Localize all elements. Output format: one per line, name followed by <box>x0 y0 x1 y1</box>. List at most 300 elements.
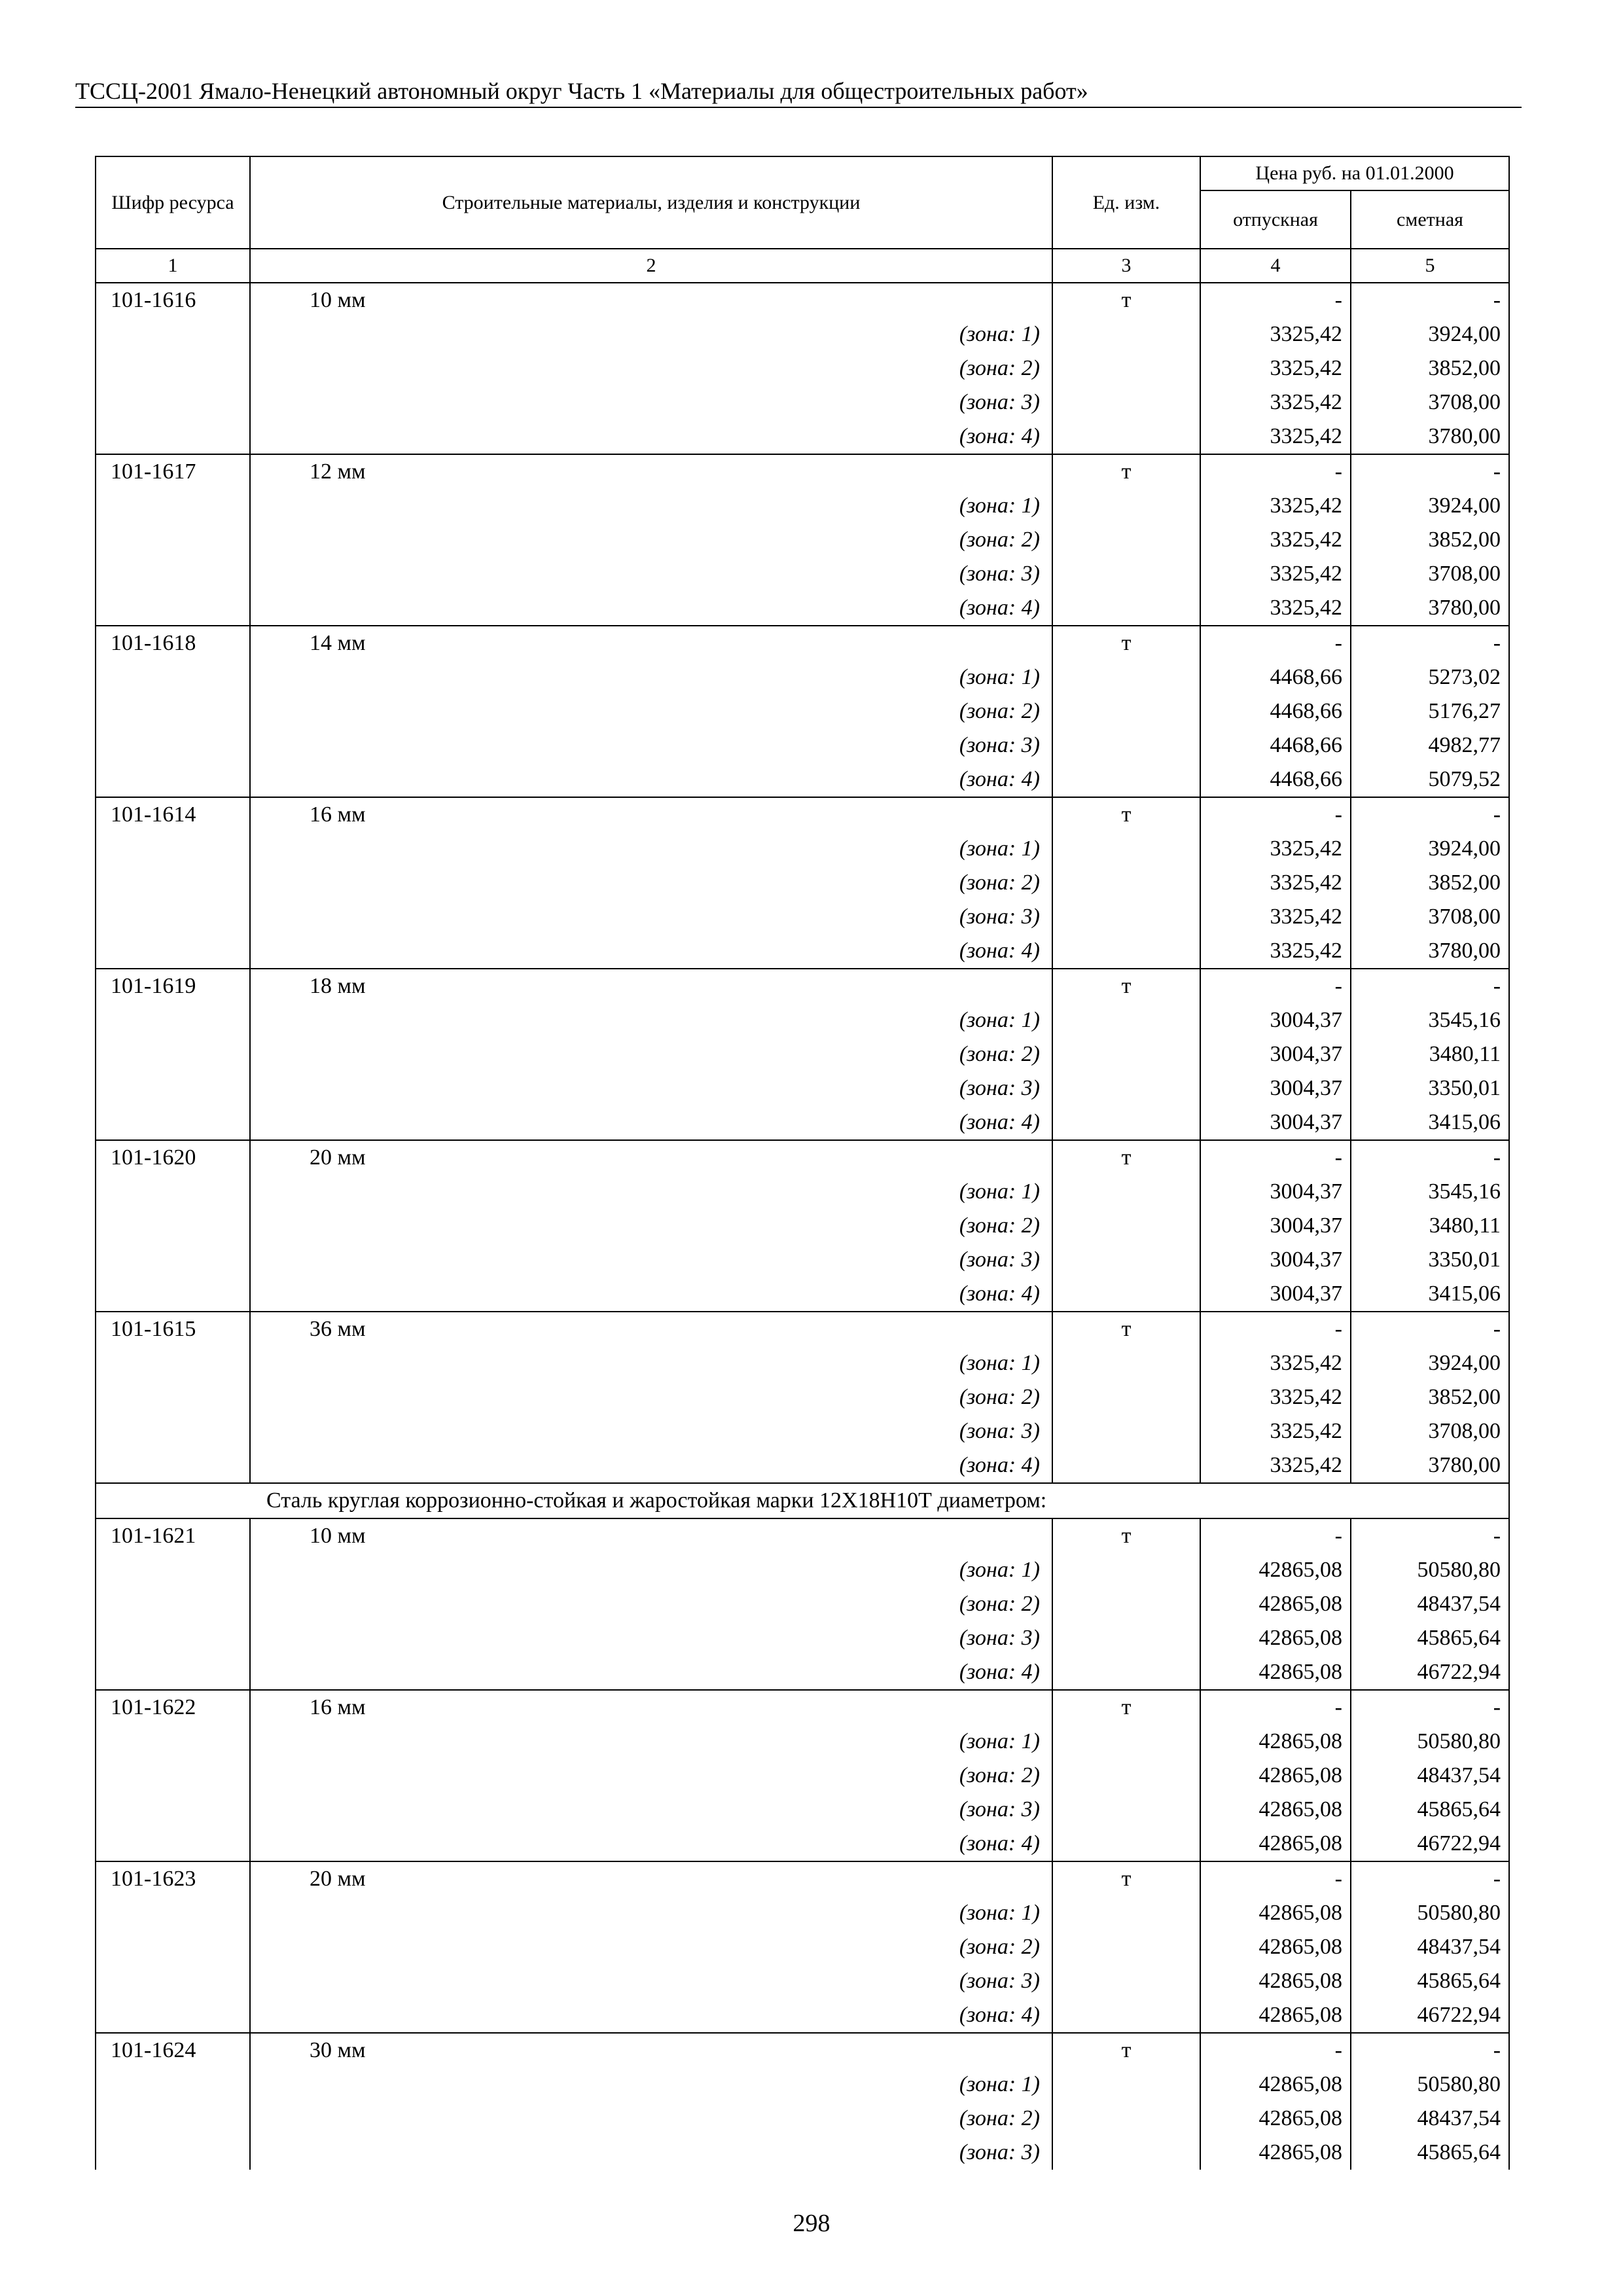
empty-cell <box>1052 1209 1200 1243</box>
zone-row <box>96 1175 1509 1209</box>
release-price: 3325,42 <box>1200 351 1351 386</box>
empty-cell <box>96 523 250 557</box>
zone-row <box>96 1277 1509 1312</box>
empty-cell <box>96 1793 250 1827</box>
zone-label: (зона: 4) <box>250 1827 1052 1861</box>
empty-cell <box>96 2068 250 2102</box>
estimate-price: 5079,52 <box>1351 762 1509 797</box>
empty-cell <box>96 1448 250 1483</box>
estimate-price: 45865,64 <box>1351 1621 1509 1655</box>
empty-cell <box>1052 1964 1200 1998</box>
zone-row <box>96 1793 1509 1827</box>
empty-cell <box>96 489 250 523</box>
empty-cell <box>1052 557 1200 591</box>
zone-label: (зона: 4) <box>250 591 1052 626</box>
estimate-price: 3924,00 <box>1351 832 1509 866</box>
estimate-price: 48437,54 <box>1351 1930 1509 1964</box>
table-row <box>96 1312 1509 1346</box>
empty-cell <box>1052 1037 1200 1071</box>
empty-cell <box>96 1003 250 1037</box>
unit-cell: т <box>1052 1861 1200 1896</box>
estimate-price: - <box>1351 797 1509 832</box>
estimate-price: 3780,00 <box>1351 420 1509 454</box>
estimate-price: 3708,00 <box>1351 1414 1509 1448</box>
empty-cell <box>96 1105 250 1140</box>
release-price: - <box>1200 969 1351 1003</box>
empty-cell <box>1052 523 1200 557</box>
empty-cell <box>1052 1105 1200 1140</box>
empty-cell <box>96 1896 250 1930</box>
release-price: - <box>1200 2033 1351 2068</box>
zone-label: (зона: 1) <box>250 1346 1052 1380</box>
empty-cell <box>1052 660 1200 694</box>
estimate-price: - <box>1351 626 1509 660</box>
empty-cell <box>1052 489 1200 523</box>
empty-cell <box>96 557 250 591</box>
empty-cell <box>96 1380 250 1414</box>
release-price: - <box>1200 1312 1351 1346</box>
zone-row <box>96 489 1509 523</box>
empty-cell <box>96 1071 250 1105</box>
zone-label: (зона: 2) <box>250 1380 1052 1414</box>
release-price: 4468,66 <box>1200 694 1351 728</box>
zone-row <box>96 1209 1509 1243</box>
zone-label: (зона: 1) <box>250 1003 1052 1037</box>
empty-cell <box>96 1827 250 1861</box>
empty-cell <box>96 317 250 351</box>
empty-cell <box>96 351 250 386</box>
zone-row <box>96 523 1509 557</box>
estimate-price: 3708,00 <box>1351 386 1509 420</box>
estimate-price: 4982,77 <box>1351 728 1509 762</box>
release-price: 3325,42 <box>1200 420 1351 454</box>
unit-cell: т <box>1052 969 1200 1003</box>
empty-cell <box>1052 1621 1200 1655</box>
zone-label: (зона: 2) <box>250 2102 1052 2136</box>
unit-cell: т <box>1052 1518 1200 1553</box>
estimate-price: 3480,11 <box>1351 1037 1509 1071</box>
zone-row <box>96 1414 1509 1448</box>
col-header-estimate: сметная <box>1351 190 1509 249</box>
zone-row <box>96 1071 1509 1105</box>
release-price: 3004,37 <box>1200 1071 1351 1105</box>
empty-cell <box>1052 1553 1200 1587</box>
release-price: 3325,42 <box>1200 591 1351 626</box>
release-price: 42865,08 <box>1200 1553 1351 1587</box>
col-header-release: отпускная <box>1200 190 1351 249</box>
release-price: 42865,08 <box>1200 1930 1351 1964</box>
estimate-price: 46722,94 <box>1351 1998 1509 2033</box>
release-price: 3325,42 <box>1200 832 1351 866</box>
release-price: - <box>1200 454 1351 489</box>
empty-cell <box>1052 1175 1200 1209</box>
col-header-unit: Ед. изм. <box>1052 156 1200 249</box>
release-price: 3004,37 <box>1200 1003 1351 1037</box>
zone-label: (зона: 4) <box>250 420 1052 454</box>
unit-cell: т <box>1052 626 1200 660</box>
zone-row <box>96 1759 1509 1793</box>
empty-cell <box>96 934 250 969</box>
empty-cell <box>96 1346 250 1380</box>
zone-label: (зона: 3) <box>250 1793 1052 1827</box>
estimate-price: - <box>1351 1690 1509 1725</box>
resource-code: 101-1615 <box>96 1312 250 1346</box>
section-spacer <box>96 1483 250 1518</box>
empty-cell <box>96 1414 250 1448</box>
release-price: 3325,42 <box>1200 1448 1351 1483</box>
empty-cell <box>1052 1827 1200 1861</box>
zone-label: (зона: 2) <box>250 1587 1052 1621</box>
table-row <box>96 454 1509 489</box>
resource-code: 101-1621 <box>96 1518 250 1553</box>
estimate-price: 3924,00 <box>1351 489 1509 523</box>
estimate-price: - <box>1351 2033 1509 2068</box>
estimate-price: 3780,00 <box>1351 1448 1509 1483</box>
release-price: - <box>1200 283 1351 317</box>
zone-row <box>96 728 1509 762</box>
estimate-price: 45865,64 <box>1351 1964 1509 1998</box>
empty-cell <box>1052 1277 1200 1312</box>
empty-cell <box>96 694 250 728</box>
zone-label: (зона: 1) <box>250 1896 1052 1930</box>
release-price: 42865,08 <box>1200 2102 1351 2136</box>
zone-label: (зона: 3) <box>250 900 1052 934</box>
col-number: 3 <box>1052 249 1200 283</box>
zone-row <box>96 832 1509 866</box>
material-name: 20 мм <box>250 1861 1052 1896</box>
release-price: 3325,42 <box>1200 1346 1351 1380</box>
material-name: 14 мм <box>250 626 1052 660</box>
release-price: 42865,08 <box>1200 1621 1351 1655</box>
zone-row <box>96 1003 1509 1037</box>
empty-cell <box>96 1243 250 1277</box>
table-row <box>96 2033 1509 2068</box>
release-price: 3325,42 <box>1200 1380 1351 1414</box>
estimate-price: 3852,00 <box>1351 351 1509 386</box>
estimate-price: 46722,94 <box>1351 1827 1509 1861</box>
col-number: 1 <box>96 249 250 283</box>
empty-cell <box>96 1759 250 1793</box>
estimate-price: - <box>1351 1312 1509 1346</box>
empty-cell <box>96 866 250 900</box>
col-number: 2 <box>250 249 1052 283</box>
material-name: 20 мм <box>250 1140 1052 1175</box>
release-price: 42865,08 <box>1200 1827 1351 1861</box>
empty-cell <box>96 1930 250 1964</box>
table-body <box>96 283 1509 2170</box>
zone-row <box>96 762 1509 797</box>
zone-label: (зона: 2) <box>250 1759 1052 1793</box>
release-price: 3325,42 <box>1200 934 1351 969</box>
material-name: 16 мм <box>250 797 1052 832</box>
empty-cell <box>1052 591 1200 626</box>
estimate-price: - <box>1351 1861 1509 1896</box>
release-price: 3004,37 <box>1200 1105 1351 1140</box>
empty-cell <box>1052 866 1200 900</box>
empty-cell <box>1052 2068 1200 2102</box>
empty-cell <box>1052 900 1200 934</box>
col-number: 5 <box>1351 249 1509 283</box>
estimate-price: - <box>1351 1140 1509 1175</box>
resource-code: 101-1618 <box>96 626 250 660</box>
estimate-price: 3545,16 <box>1351 1175 1509 1209</box>
estimate-price: - <box>1351 1518 1509 1553</box>
empty-cell <box>96 2136 250 2170</box>
release-price: 42865,08 <box>1200 1587 1351 1621</box>
zone-label: (зона: 2) <box>250 694 1052 728</box>
unit-cell: т <box>1052 1140 1200 1175</box>
zone-row <box>96 1896 1509 1930</box>
release-price: 3325,42 <box>1200 489 1351 523</box>
zone-row <box>96 2068 1509 2102</box>
empty-cell <box>1052 694 1200 728</box>
release-price: 42865,08 <box>1200 1896 1351 1930</box>
release-price: 42865,08 <box>1200 1655 1351 1690</box>
zone-label: (зона: 3) <box>250 2136 1052 2170</box>
zone-row <box>96 1346 1509 1380</box>
empty-cell <box>96 1621 250 1655</box>
zone-label: (зона: 4) <box>250 934 1052 969</box>
table-row <box>96 969 1509 1003</box>
zone-row <box>96 1998 1509 2033</box>
release-price: 42865,08 <box>1200 1759 1351 1793</box>
release-price: - <box>1200 1518 1351 1553</box>
empty-cell <box>96 1725 250 1759</box>
empty-cell <box>1052 934 1200 969</box>
release-price: 3325,42 <box>1200 900 1351 934</box>
zone-row <box>96 1448 1509 1483</box>
zone-row <box>96 1655 1509 1690</box>
release-price: 3325,42 <box>1200 523 1351 557</box>
estimate-price: 50580,80 <box>1351 1896 1509 1930</box>
estimate-price: 48437,54 <box>1351 2102 1509 2136</box>
table-row <box>96 797 1509 832</box>
empty-cell <box>1052 1380 1200 1414</box>
estimate-price: 3924,00 <box>1351 1346 1509 1380</box>
empty-cell <box>96 832 250 866</box>
zone-label: (зона: 4) <box>250 1998 1052 2033</box>
empty-cell <box>1052 1448 1200 1483</box>
zone-row <box>96 2102 1509 2136</box>
release-price: - <box>1200 1140 1351 1175</box>
zone-row <box>96 1553 1509 1587</box>
estimate-price: 46722,94 <box>1351 1655 1509 1690</box>
zone-label: (зона: 2) <box>250 1037 1052 1071</box>
estimate-price: - <box>1351 454 1509 489</box>
estimate-price: 5176,27 <box>1351 694 1509 728</box>
release-price: - <box>1200 797 1351 832</box>
zone-label: (зона: 4) <box>250 1105 1052 1140</box>
zone-row <box>96 660 1509 694</box>
zone-label: (зона: 1) <box>250 660 1052 694</box>
empty-cell <box>1052 1896 1200 1930</box>
release-price: 3004,37 <box>1200 1277 1351 1312</box>
page-number: 298 <box>793 2210 830 2237</box>
estimate-price: 3545,16 <box>1351 1003 1509 1037</box>
empty-cell <box>1052 2136 1200 2170</box>
estimate-price: 45865,64 <box>1351 1793 1509 1827</box>
zone-label: (зона: 4) <box>250 1448 1052 1483</box>
release-price: 3004,37 <box>1200 1243 1351 1277</box>
estimate-price: - <box>1351 969 1509 1003</box>
empty-cell <box>1052 1071 1200 1105</box>
estimate-price: 3852,00 <box>1351 523 1509 557</box>
resource-code: 101-1624 <box>96 2033 250 2068</box>
zone-row <box>96 2136 1509 2170</box>
empty-cell <box>96 420 250 454</box>
section-heading-row <box>96 1483 1509 1518</box>
zone-label: (зона: 3) <box>250 1621 1052 1655</box>
zone-row <box>96 386 1509 420</box>
zone-row <box>96 317 1509 351</box>
zone-label: (зона: 2) <box>250 866 1052 900</box>
empty-cell <box>96 386 250 420</box>
empty-cell <box>96 1175 250 1209</box>
zone-row <box>96 1037 1509 1071</box>
estimate-price: 50580,80 <box>1351 1553 1509 1587</box>
zone-row <box>96 420 1509 454</box>
table-row <box>96 1140 1509 1175</box>
empty-cell <box>96 728 250 762</box>
empty-cell <box>96 1277 250 1312</box>
unit-cell: т <box>1052 797 1200 832</box>
empty-cell <box>1052 762 1200 797</box>
estimate-price: 3350,01 <box>1351 1243 1509 1277</box>
unit-cell: т <box>1052 2033 1200 2068</box>
unit-cell: т <box>1052 1312 1200 1346</box>
zone-label: (зона: 3) <box>250 728 1052 762</box>
empty-cell <box>96 900 250 934</box>
empty-cell <box>96 762 250 797</box>
resource-code: 101-1614 <box>96 797 250 832</box>
estimate-price: 48437,54 <box>1351 1759 1509 1793</box>
empty-cell <box>1052 1346 1200 1380</box>
estimate-price: 50580,80 <box>1351 1725 1509 1759</box>
zone-row <box>96 1243 1509 1277</box>
empty-cell <box>1052 420 1200 454</box>
estimate-price: 3852,00 <box>1351 1380 1509 1414</box>
zone-label: (зона: 2) <box>250 351 1052 386</box>
estimate-price: 3350,01 <box>1351 1071 1509 1105</box>
zone-label: (зона: 3) <box>250 1964 1052 1998</box>
release-price: 4468,66 <box>1200 762 1351 797</box>
empty-cell <box>96 1587 250 1621</box>
estimate-price: 48437,54 <box>1351 1587 1509 1621</box>
empty-cell <box>96 1998 250 2033</box>
zone-label: (зона: 2) <box>250 1930 1052 1964</box>
zone-label: (зона: 1) <box>250 1725 1052 1759</box>
release-price: 3004,37 <box>1200 1037 1351 1071</box>
empty-cell <box>1052 1003 1200 1037</box>
table-row <box>96 1690 1509 1725</box>
zone-row <box>96 1105 1509 1140</box>
empty-cell <box>96 1655 250 1690</box>
zone-label: (зона: 1) <box>250 1553 1052 1587</box>
release-price: 42865,08 <box>1200 1725 1351 1759</box>
col-header-code: Шифр ресурса <box>96 156 250 249</box>
zone-label: (зона: 2) <box>250 1209 1052 1243</box>
release-price: - <box>1200 1690 1351 1725</box>
release-price: 4468,66 <box>1200 660 1351 694</box>
material-name: 12 мм <box>250 454 1052 489</box>
release-price: 42865,08 <box>1200 2136 1351 2170</box>
zone-row <box>96 1380 1509 1414</box>
empty-cell <box>1052 1725 1200 1759</box>
empty-cell <box>1052 1998 1200 2033</box>
table-row <box>96 283 1509 317</box>
zone-row <box>96 1621 1509 1655</box>
release-price: 3004,37 <box>1200 1175 1351 1209</box>
estimate-price: - <box>1351 283 1509 317</box>
material-name: 18 мм <box>250 969 1052 1003</box>
estimate-price: 5273,02 <box>1351 660 1509 694</box>
price-table <box>95 156 1510 2170</box>
zone-label: (зона: 3) <box>250 1071 1052 1105</box>
resource-code: 101-1616 <box>96 283 250 317</box>
unit-cell: т <box>1052 1690 1200 1725</box>
zone-row <box>96 934 1509 969</box>
resource-code: 101-1620 <box>96 1140 250 1175</box>
release-price: 42865,08 <box>1200 1964 1351 1998</box>
unit-cell: т <box>1052 283 1200 317</box>
zone-row <box>96 591 1509 626</box>
estimate-price: 3415,06 <box>1351 1105 1509 1140</box>
empty-cell <box>1052 832 1200 866</box>
estimate-price: 3708,00 <box>1351 557 1509 591</box>
empty-cell <box>96 2102 250 2136</box>
release-price: 42865,08 <box>1200 2068 1351 2102</box>
empty-cell <box>1052 2102 1200 2136</box>
zone-label: (зона: 3) <box>250 1243 1052 1277</box>
zone-label: (зона: 1) <box>250 489 1052 523</box>
empty-cell <box>1052 317 1200 351</box>
zone-row <box>96 557 1509 591</box>
resource-code: 101-1622 <box>96 1690 250 1725</box>
estimate-price: 3852,00 <box>1351 866 1509 900</box>
zone-label: (зона: 1) <box>250 317 1052 351</box>
resource-code: 101-1617 <box>96 454 250 489</box>
material-name: 10 мм <box>250 1518 1052 1553</box>
empty-cell <box>1052 1243 1200 1277</box>
empty-cell <box>1052 1930 1200 1964</box>
release-price: 42865,08 <box>1200 1793 1351 1827</box>
resource-code: 101-1619 <box>96 969 250 1003</box>
zone-row <box>96 1725 1509 1759</box>
zone-row <box>96 351 1509 386</box>
empty-cell <box>1052 728 1200 762</box>
zone-row <box>96 866 1509 900</box>
estimate-price: 50580,80 <box>1351 2068 1509 2102</box>
zone-label: (зона: 2) <box>250 523 1052 557</box>
material-name: 30 мм <box>250 2033 1052 2068</box>
resource-code: 101-1623 <box>96 1861 250 1896</box>
zone-label: (зона: 3) <box>250 557 1052 591</box>
empty-cell <box>1052 351 1200 386</box>
empty-cell <box>96 1209 250 1243</box>
release-price: 3325,42 <box>1200 557 1351 591</box>
release-price: 3325,42 <box>1200 866 1351 900</box>
release-price: 3004,37 <box>1200 1209 1351 1243</box>
zone-label: (зона: 4) <box>250 762 1052 797</box>
zone-label: (зона: 1) <box>250 832 1052 866</box>
zone-row <box>96 1587 1509 1621</box>
material-name: 10 мм <box>250 283 1052 317</box>
unit-cell: т <box>1052 454 1200 489</box>
empty-cell <box>1052 1793 1200 1827</box>
estimate-price: 3924,00 <box>1351 317 1509 351</box>
empty-cell <box>96 1964 250 1998</box>
zone-row <box>96 1964 1509 1998</box>
